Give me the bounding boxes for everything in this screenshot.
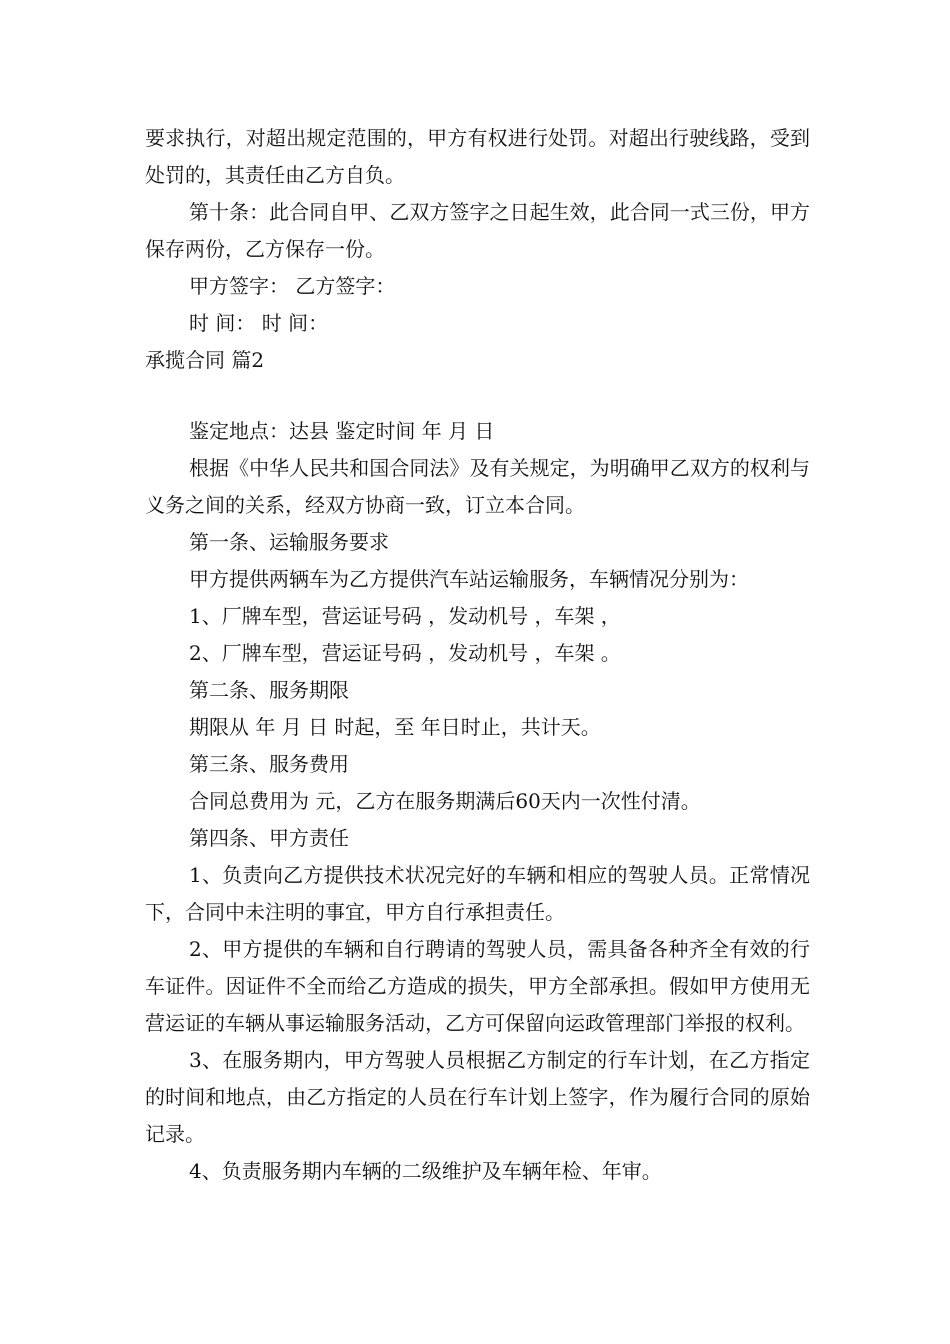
- paragraph-article-2-body: 期限从 年 月 日 时起，至 年日时止，共计天。: [189, 715, 601, 739]
- paragraph-article-3-body: 合同总费用为 元，乙方在服务期满后60天内一次性付清。: [189, 789, 701, 813]
- paragraph-article-1-body: 甲方提供两辆车为乙方提供汽车站运输服务，车辆情况分别为：: [189, 567, 749, 591]
- paragraph-article-1-title: 第一条、运输服务要求: [189, 530, 389, 554]
- paragraph-article-4-item-3: 3、在服务期内，甲方驾驶人员根据乙方制定的行车计划，在乙方指定的时间和地点，由乙方指定的人员在行车计划上签字，作为履行合同的原始记录。: [145, 1048, 810, 1146]
- paragraph-appraisal-place: 鉴定地点：达县 鉴定时间 年 月 日: [189, 419, 495, 443]
- paragraph-article-2-title: 第二条、服务期限: [189, 678, 349, 702]
- paragraph-article-4-item-1: 1、负责向乙方提供技术状况完好的车辆和相应的驾驶人员。正常情况下，合同中未注明的事宜，甲方自行承担责任。: [145, 863, 810, 924]
- paragraph-signatures: 甲方签字： 乙方签字：: [189, 274, 396, 298]
- section-heading: 承揽合同 篇2: [145, 348, 265, 372]
- paragraph-article-10: 第十条：此合同自甲、乙双方签字之日起生效，此合同一式三份，甲方保存两份，乙方保存一份。: [145, 200, 810, 261]
- paragraph-article-4-title: 第四条、甲方责任: [189, 826, 349, 850]
- paragraph-vehicle-1: 1、厂牌车型，营运证号码 ，发动机号 ，车架 ，: [189, 604, 621, 628]
- paragraph-preamble: 根据《中华人民共和国合同法》及有关规定，为明确甲乙双方的权利与义务之间的关系，经双方协商一致，订立本合同。: [145, 456, 810, 517]
- paragraph-article-3-title: 第三条、服务费用: [189, 752, 349, 776]
- paragraph-vehicle-2: 2、厂牌车型，营运证号码 ，发动机号 ，车架 。: [189, 641, 621, 665]
- paragraph-time: 时 间： 时 间：: [189, 311, 329, 335]
- paragraph-article-4-item-4: 4、负责服务期内车辆的二级维护及车辆年检、年审。: [189, 1159, 662, 1183]
- section-gap: [145, 379, 810, 413]
- document-body: [145, 120, 810, 1190]
- paragraph-article-4-item-2: 2、甲方提供的车辆和自行聘请的驾驶人员，需具备各种齐全有效的行车证件。因证件不全而给乙方造成的损失，甲方全部承担。假如甲方使用无营运证的车辆从事运输服务活动，乙方可保留向运政管理部门举报的权利。: [145, 937, 810, 1035]
- paragraph-continuation: 要求执行，对超出规定范围的，甲方有权进行处罚。对超出行驶线路，受到处罚的，其责任由乙方自负。: [145, 126, 810, 187]
